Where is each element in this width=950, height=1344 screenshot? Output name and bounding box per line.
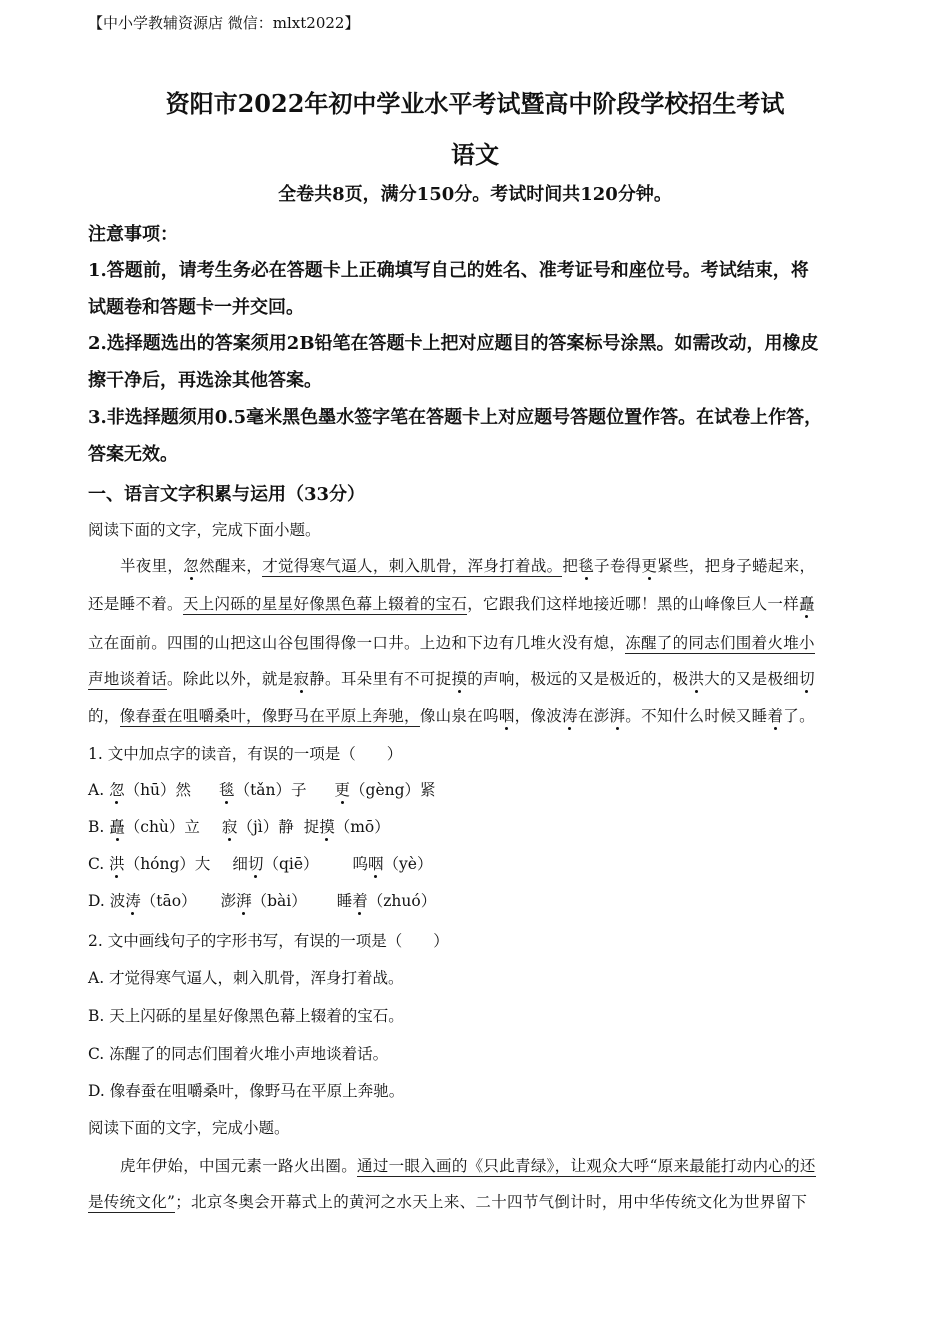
underlined-sentence: 像春蚕在咀嚼桑叶，像野马在平原上奔驰， — [119, 707, 420, 725]
question-1-option-d: D. 波涛（tāo） 澎湃（bài） 睡着（zhuó） — [88, 892, 437, 910]
header-note: 【中小学教辅资源店 微信：mlxt2022】 — [88, 14, 360, 32]
exam-info: 全卷共8页，满分150分。考试时间共120分钟。 — [278, 184, 672, 205]
subject-title: 语文 — [451, 140, 499, 169]
question-2-option-d: D. 像春蚕在咀嚼桑叶，像野马在平原上奔驰。 — [88, 1082, 405, 1100]
exam-title: 资阳市2022年初中学业水平考试暨高中阶段学校招生考试 — [165, 89, 785, 118]
underlined-sentence: 是传统文化” — [88, 1193, 176, 1211]
notice-line: 2.选择题选出的答案须用2B铅笔在答题卡上把对应题目的答案标号涂黑。如需改动，用橡皮 — [88, 333, 819, 354]
question-2-stem: 2. 文中画线句子的字形书写，有误的一项是（ ） — [88, 932, 449, 950]
underlined-sentence: 天上闪砾的星星好像黑色幕上辍着的宝石 — [182, 595, 468, 613]
passage2-line: 是传统文化”；北京冬奥会开幕式上的黄河之水天上来、二十四节气倒计时，用中华传统文化为世界留下 — [88, 1193, 808, 1211]
reading-intro-2: 阅读下面的文字，完成小题。 — [88, 1119, 290, 1137]
notice-line: 试题卷和答题卡一并交回。 — [88, 297, 304, 318]
question-2-option-c: C. 冻醒了的同志们围着火堆小声地谈着话。 — [88, 1045, 389, 1063]
passage-line: 半夜里，忽然醒来，才觉得寒气逼人，刺入肌骨，浑身打着战。把毯子卷得更紧些，把身子蜷起来， — [120, 557, 816, 575]
section-heading: 一、语言文字积累与运用（33分） — [88, 484, 366, 505]
underlined-sentence: 通过一眼入画的《只此青绿》，让观众大呼“原来最能打动内心的还 — [357, 1157, 816, 1175]
passage-line: 还是睡不着。天上闪砾的星星好像黑色幕上辍着的宝石，它跟我们这样地接近哪！黑的山峰像巨人一样矗 — [88, 595, 815, 613]
underlined-sentence: 冻醒了的同志们围着火堆小 — [625, 634, 815, 652]
question-1-option-b: B. 矗（chù）立 寂（jì）静 捉摸（mō） — [88, 818, 390, 836]
notice-line: 3.非选择题须用0.5毫米黑色墨水签字笔在答题卡上对应题号答题位置作答。在试卷上作答， — [88, 407, 823, 428]
underlined-sentence: 声地谈着话 — [88, 670, 168, 688]
underlined-sentence: 才觉得寒气逼人，刺入肌骨，浑身打着战。 — [262, 557, 563, 575]
notice-line: 擦干净后，再选涂其他答案。 — [88, 370, 322, 391]
reading-intro: 阅读下面的文字，完成下面小题。 — [88, 521, 321, 539]
notice-line: 1.答题前，请考生务必在答题卡上正确填写自己的姓名、准考证号和座位号。考试结束，将 — [88, 260, 809, 281]
passage-line: 立在面前。四围的山把这山谷包围得像一口井。上边和下边有几堆火没有熄，冻醒了的同志们围着火堆小 — [88, 634, 815, 652]
question-1-stem: 1. 文中加点字的读音，有误的一项是（ ） — [88, 745, 403, 763]
question-1-option-a: A. 忽（hū）然 毯（tǎn）子 更（gèng）紧 — [88, 781, 436, 799]
question-2-option-a: A. 才觉得寒气逼人，刺入肌骨，浑身打着战。 — [88, 969, 404, 987]
passage2-line: 虎年伊始，中国元素一路火出圈。通过一眼入画的《只此青绿》，让观众大呼“原来最能打动内心的还 — [120, 1157, 816, 1175]
notice-line: 答案无效。 — [88, 444, 178, 465]
question-2-option-b: B. 天上闪砾的星星好像黑色幕上辍着的宝石。 — [88, 1007, 404, 1025]
question-1-option-c: C. 洪（hóng）大 细切（qiē） 呜咽（yè） — [88, 855, 433, 873]
passage-line: 的，像春蚕在咀嚼桑叶，像野马在平原上奔驰，像山泉在呜咽，像波涛在澎湃。不知什么时候又睡着了。 — [88, 707, 815, 725]
notice-heading: 注意事项： — [88, 224, 178, 245]
passage-line: 声地谈着话。除此以外，就是寂静。耳朵里有不可捉摸的声响，极远的又是极近的，极洪大的又是极细切 — [88, 670, 815, 688]
